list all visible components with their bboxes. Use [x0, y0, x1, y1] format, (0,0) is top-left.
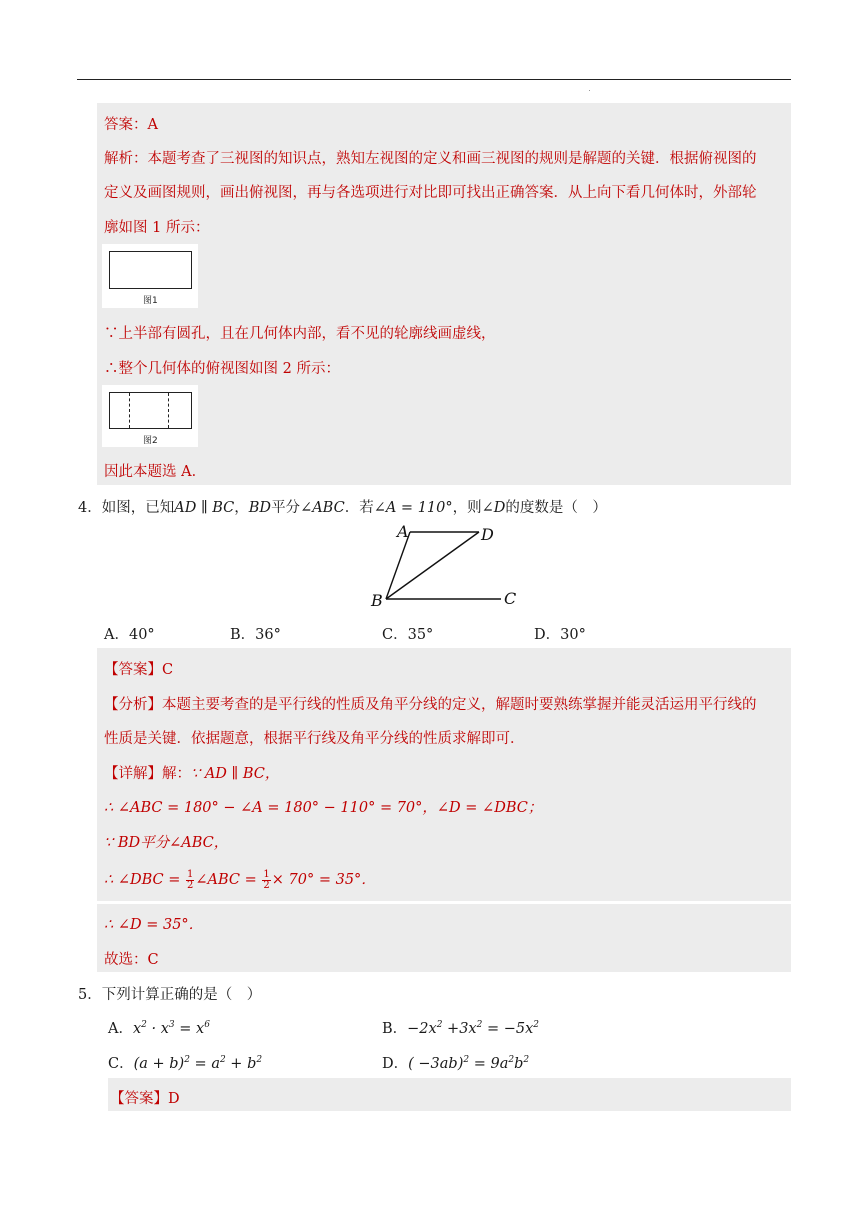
- q5-number: 5．: [78, 987, 102, 1003]
- q3-therefore-line: ∴整个几何体的俯视图如图 2 所示：: [104, 361, 340, 377]
- q4-option-c[interactable]: C．35°: [382, 627, 434, 643]
- q4-geometry-figure: [365, 520, 525, 612]
- q5-option-b[interactable]: [382, 1017, 539, 1038]
- q3-analysis-line1: 解析：本题考查了三视图的知识点，熟知左视图的定义和画三视图的规则是解题的关键．根据俯视图的: [104, 151, 757, 167]
- q5-option-b-expr: $-2x^2 +3x^2 = -5x^2$: [407, 1020, 540, 1037]
- q5-option-d-expr: ( $-3ab)^2 = 9a^2b^2$: [408, 1055, 530, 1072]
- label-c: C: [504, 589, 517, 608]
- q4-stem-c: 平分: [271, 500, 301, 516]
- q5-answer: 【答案】D: [110, 1091, 180, 1107]
- fraction-numerator: 1: [263, 868, 270, 880]
- figure-2-rectangle: [109, 392, 192, 429]
- q4-detail-line5: [104, 913, 203, 934]
- label-b: B: [371, 591, 383, 610]
- q4-stem-bd: BD: [248, 500, 272, 516]
- q4-detail-angle-abc: ∴ ∠ABC = 180° − ∠A = 180° − 110° = 70°，∠D = ∠DBC；: [104, 800, 543, 816]
- segment-ab: [386, 532, 410, 599]
- figure-2-dashed-line-right: [168, 393, 169, 428]
- q4-fraction-1: [186, 870, 194, 891]
- q5-option-a[interactable]: [108, 1017, 210, 1038]
- q4-stem-angle-d: ∠D: [481, 500, 506, 516]
- q4-analysis-line1: 【分析】本题主要考查的是平行线的性质及角平分线的定义，解题时要熟练掌握并能灵活运用平行线的: [104, 697, 757, 713]
- q4-detail-line3: [104, 831, 228, 852]
- header-rule: [77, 79, 791, 80]
- q4-number: 4．: [78, 500, 102, 516]
- q4-fraction-2: [262, 870, 270, 891]
- q5-option-d[interactable]: [382, 1052, 529, 1073]
- q4-stem-parallel: AD ∥ BC: [174, 500, 235, 516]
- q5-stem: [78, 983, 261, 1004]
- q5-option-c-expr: $(a + b)^2 = a^2 + b^2$: [133, 1055, 263, 1072]
- q4-stem: [78, 496, 607, 517]
- q4-stem-abc: ∠ABC: [300, 500, 345, 516]
- q4-choice: 故选：C: [104, 952, 159, 968]
- q5-option-a-expr: $x^2 \cdot x^3 = x^6$: [132, 1020, 210, 1037]
- segment-bd: [386, 532, 479, 599]
- q4-detail-dbc-a: ∴ ∠DBC =: [104, 872, 185, 888]
- fraction-denominator: 2: [187, 879, 194, 891]
- q4-option-d[interactable]: D．30°: [534, 627, 586, 643]
- figure-2-caption: 图2: [143, 436, 158, 446]
- q4-stem-d: ．若: [344, 500, 374, 516]
- q4-detail-dbc-b: ∠ABC =: [195, 872, 262, 888]
- figure-1-caption: 图1: [143, 296, 158, 306]
- figure-2: [102, 385, 198, 447]
- q4-answer: 【答案】C: [104, 662, 174, 678]
- q4-option-a[interactable]: A．40°: [104, 627, 155, 643]
- q4-detail-dbc-c: × 70° = 35°．: [271, 872, 376, 888]
- label-d: D: [481, 525, 494, 544]
- q4-detail-head: 【详解】解：: [104, 766, 191, 782]
- q3-analysis-line2: 定义及画图规则，画出俯视图，再与各选项进行对比即可找出正确答案．从上向下看几何体时，外部轮: [104, 185, 757, 201]
- q4-stem-b: ，: [234, 500, 249, 516]
- q4-detail-result: ∴ ∠D = 35°．: [104, 917, 204, 933]
- q4-detail-line1: [104, 762, 279, 783]
- q3-answer-line: 答案：A: [104, 117, 158, 133]
- q4-analysis-line2: 性质是关键．依据题意，根据平行线及角平分线的性质求解即可．: [104, 731, 525, 747]
- q5-option-c[interactable]: [108, 1052, 262, 1073]
- q4-detail-bisector: ∵ BD平分∠ABC，: [104, 835, 229, 851]
- q4-detail-line2: [104, 796, 542, 817]
- q5-answer-block: [108, 1078, 791, 1111]
- q5-stem-text: 下列计算正确的是（ ）: [101, 987, 262, 1003]
- q5-option-d-label: D．: [382, 1056, 409, 1072]
- q3-conclusion: 因此本题选 A．: [104, 464, 207, 480]
- q4-stem-f: 的度数是（ ）: [505, 500, 607, 516]
- q4-option-b[interactable]: B．36°: [230, 627, 281, 643]
- q3-because-line: ∵上半部有圆孔，且在几何体内部，看不见的轮廓线画虚线，: [104, 326, 496, 342]
- figure-1: [102, 244, 198, 308]
- figure-1-rectangle: [109, 251, 192, 289]
- fraction-numerator: 1: [187, 868, 194, 880]
- q5-option-c-label: C．: [108, 1056, 134, 1072]
- figure-2-dashed-line-left: [129, 393, 130, 428]
- q4-detail-because-parallel: ∵ AD ∥ BC，: [191, 766, 280, 782]
- q4-detail-line4: [104, 868, 376, 891]
- q4-stem-a: 如图，已知: [101, 500, 175, 516]
- q5-option-b-label: B．: [382, 1021, 408, 1037]
- fraction-denominator: 2: [263, 879, 270, 891]
- q4-stem-e: ，则: [452, 500, 482, 516]
- q4-stem-condition: ∠A = 110°: [373, 500, 453, 516]
- label-a: A: [397, 522, 409, 541]
- q5-option-a-label: A．: [108, 1021, 133, 1037]
- header-dot: [589, 90, 590, 91]
- q3-analysis-line3: 廓如图 1 所示：: [104, 220, 210, 236]
